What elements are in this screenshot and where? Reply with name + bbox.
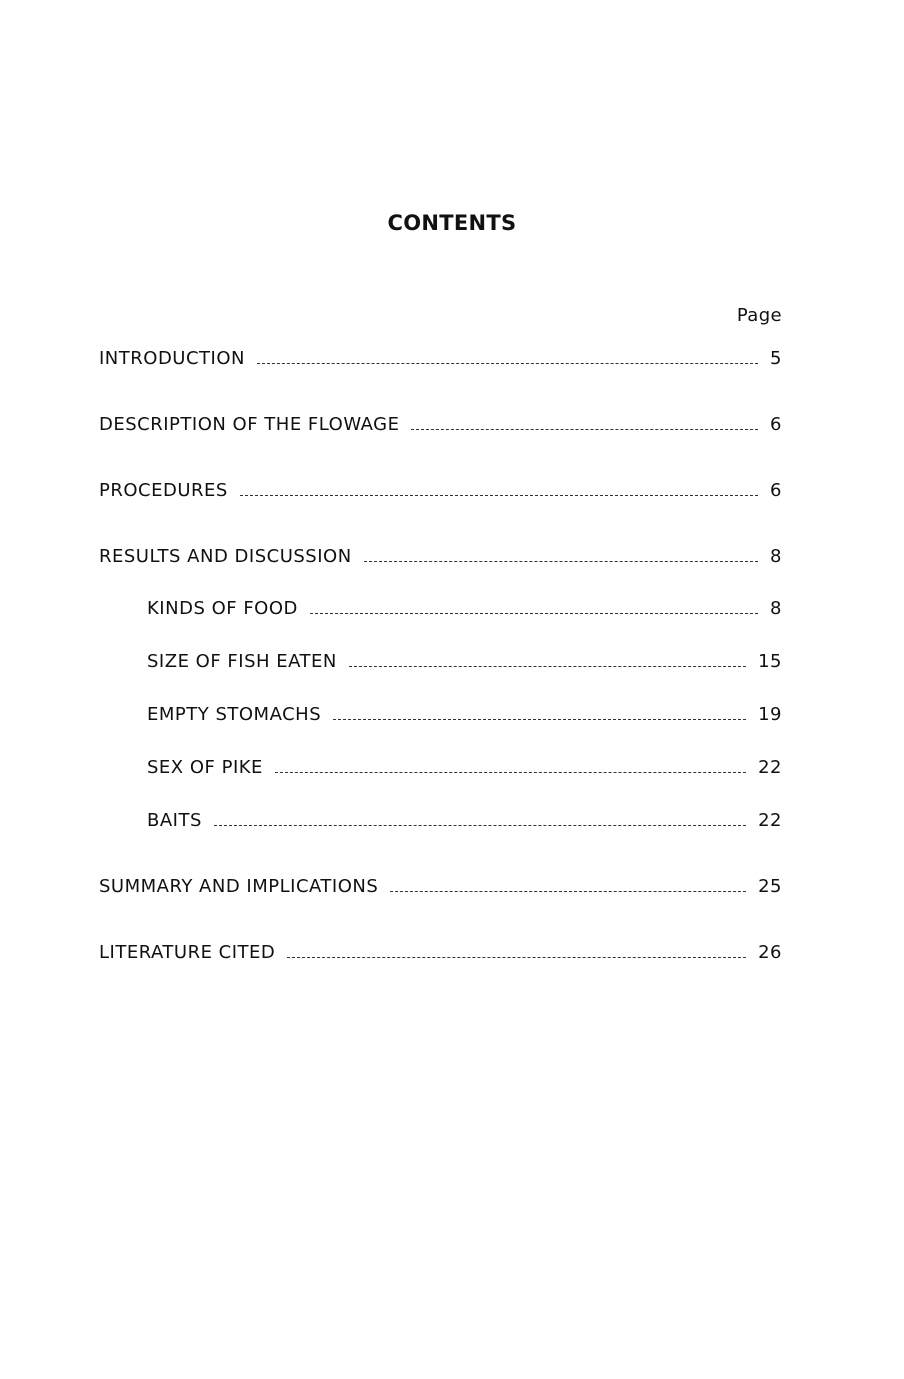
toc-entry-page: 19 (758, 704, 782, 725)
toc-entry-label: BAITS (147, 810, 202, 831)
toc-entry-page: 15 (758, 651, 782, 672)
toc-entry-label: DESCRIPTION OF THE FLOWAGE (99, 414, 400, 435)
toc-entry-page: 6 (770, 480, 782, 501)
toc-entry-label: KINDS OF FOOD (147, 598, 298, 619)
dot-leader (390, 891, 746, 892)
toc-entry-page: 25 (758, 876, 782, 897)
toc-entry-introduction[interactable] (99, 348, 782, 369)
toc-entry-sex-of-pike[interactable] (147, 757, 782, 778)
toc-entry-literature-cited[interactable] (99, 942, 782, 963)
toc-entry-page: 26 (758, 942, 782, 963)
toc-entry-page: 8 (770, 598, 782, 619)
toc-entry-kinds-of-food[interactable] (147, 598, 782, 619)
toc-entry-label: SUMMARY AND IMPLICATIONS (99, 876, 379, 897)
toc-entry-description-of-the-flowage[interactable] (99, 414, 782, 435)
toc-entry-results-and-discussion[interactable] (99, 546, 782, 567)
toc-entry-page: 22 (758, 810, 782, 831)
dot-leader (257, 363, 758, 364)
toc-entry-page: 6 (770, 414, 782, 435)
toc-entry-page: 8 (770, 546, 782, 567)
toc-entry-label: SEX OF PIKE (147, 757, 263, 778)
toc-entry-page: 5 (770, 348, 782, 369)
page-title: CONTENTS (387, 211, 517, 235)
dot-leader (214, 825, 746, 826)
dot-leader (349, 666, 746, 667)
toc-entry-label: RESULTS AND DISCUSSION (99, 546, 352, 567)
toc-entry-label: SIZE OF FISH EATEN (147, 651, 337, 672)
toc-entry-label: EMPTY STOMACHS (147, 704, 322, 725)
toc-entry-empty-stomachs[interactable] (147, 704, 782, 725)
dot-leader (333, 719, 746, 720)
dot-leader (310, 613, 758, 614)
toc-entry-size-of-fish-eaten[interactable] (147, 651, 782, 672)
dot-leader (411, 429, 758, 430)
toc-entry-label: PROCEDURES (99, 480, 228, 501)
toc-entry-label: INTRODUCTION (99, 348, 245, 369)
toc-entry-summary-and-implications[interactable] (99, 876, 782, 897)
toc-entry-label: LITERATURE CITED (99, 942, 276, 963)
dot-leader (275, 772, 746, 773)
dot-leader (364, 561, 758, 562)
toc-entry-page: 22 (758, 757, 782, 778)
page-column-header: Page (736, 305, 782, 326)
dot-leader (240, 495, 758, 496)
toc-entry-baits[interactable] (147, 810, 782, 831)
toc-entry-procedures[interactable] (99, 480, 782, 501)
dot-leader (287, 957, 746, 958)
